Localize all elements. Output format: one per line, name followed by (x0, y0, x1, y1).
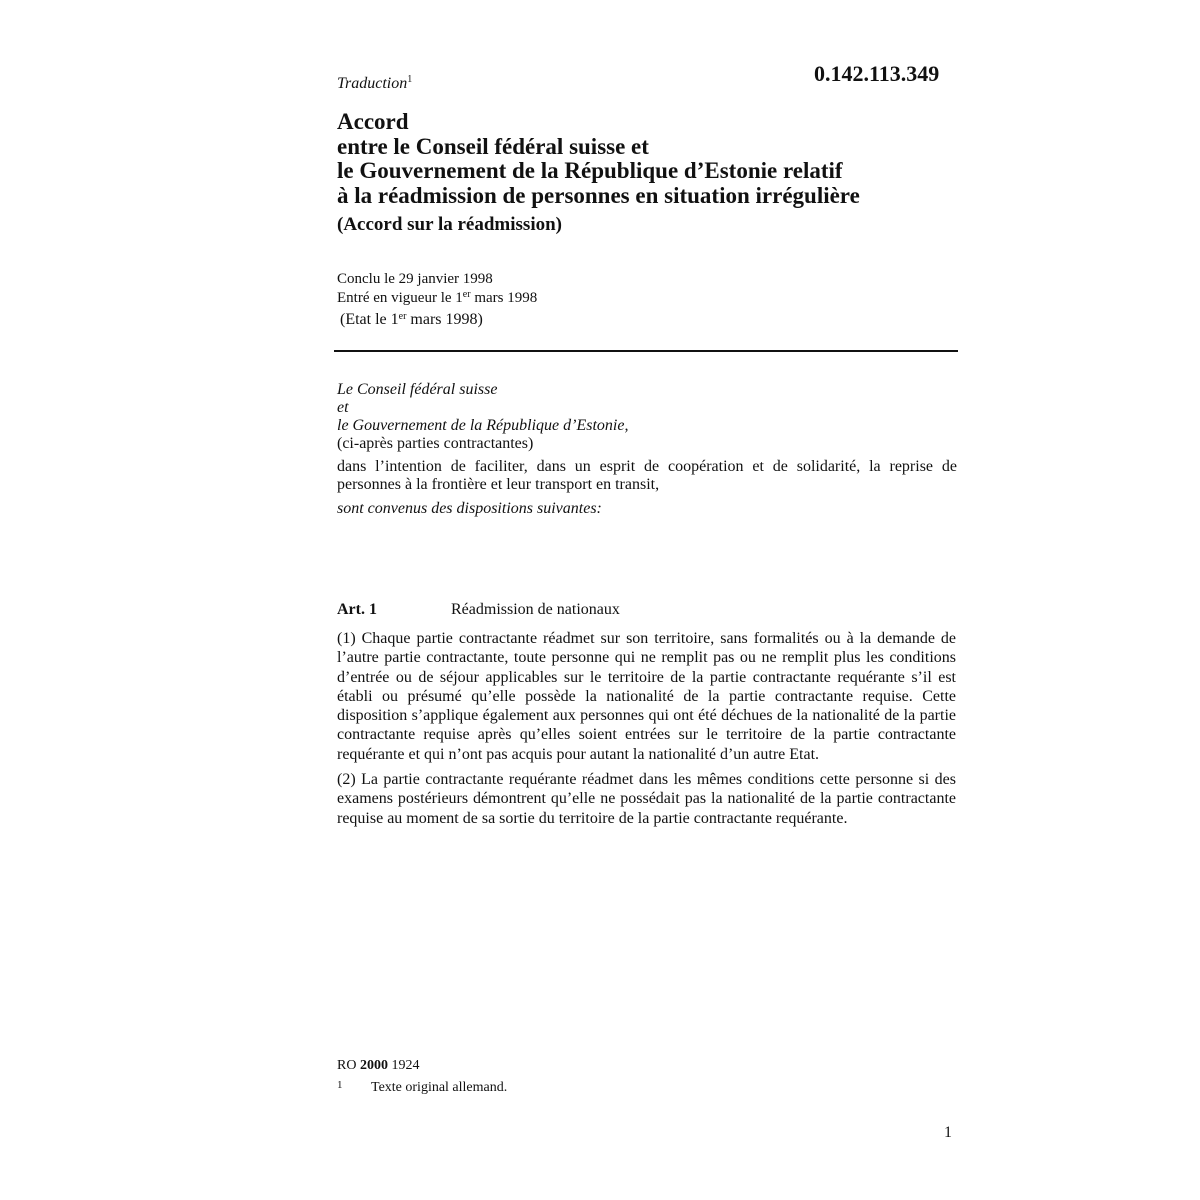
title-line: entre le Conseil fédéral suisse et (337, 133, 649, 159)
page-number: 1 (944, 1124, 952, 1141)
ro-page: 1924 (391, 1058, 420, 1073)
header-divider (334, 350, 958, 352)
preamble-closing: sont convenus des dispositions suivantes: (337, 500, 602, 517)
state-prefix: (Etat le 1 (340, 311, 399, 328)
ro-year: 2000 (359, 1058, 388, 1073)
footnote-text: Texte original allemand. (371, 1080, 508, 1095)
preamble-intention: dans l’intention de faciliter, dans un esprit de coopération et de solidarité, la reprise de personnes à la frontière et leur transport en transit, (337, 458, 957, 493)
article-title: Réadmission de nationaux (451, 601, 620, 618)
conjunction: et (337, 399, 349, 416)
title-line: Accord (337, 109, 409, 134)
state-sup: er (398, 311, 407, 322)
entry-suffix: mars 1998 (470, 290, 538, 306)
article-heading (337, 601, 620, 619)
state-suffix: mars 1998) (406, 311, 483, 328)
ro-prefix: RO (337, 1058, 357, 1073)
dates-block (337, 271, 537, 306)
title-line: le Gouvernement de la République d’Estonie relatif (337, 158, 843, 183)
article-number: Art. 1 (337, 601, 377, 618)
document-subtitle: (Accord sur la réadmission) (337, 214, 562, 235)
party-two: le Gouvernement de la République d’Estonie, (337, 417, 629, 434)
article-body (337, 629, 956, 834)
entry-prefix: Entré en vigueur le 1 (337, 290, 463, 306)
parties-note: (ci-après parties contractantes) (337, 435, 534, 452)
translation-label (337, 74, 412, 93)
footnote-mark: 1 (337, 1079, 343, 1091)
concluded-date: Conclu le 29 janvier 1998 (337, 271, 493, 287)
title-line: à la réadmission de personnes en situation irrégulière (337, 182, 860, 208)
preamble (337, 381, 957, 518)
article-paragraph: (2) La partie contractante requérante réadmet dans les mêmes conditions cette personne si des examens postérieurs démontrent qu’elle ne possédait pas la nationalité de la partie contractante requise au moment de sa sortie du territoire de la partie contractante requérante. (337, 771, 956, 827)
status-date (340, 311, 483, 329)
party-one: Le Conseil fédéral suisse (337, 381, 498, 398)
article-paragraph: (1) Chaque partie contractante réadmet sur son territoire, sans formalités ou à la demande de l’autre partie contractante, toute personne qui ne remplit pas ou ne remplit plus les conditions d’entrée ou de séjour applicables sur le territoire de la partie contractante requérante s’il est établi ou présumé qu’elle possède la nationalité de la partie contractante requise. Cette disposition s’applique également aux personnes qui ont été déchues de la nationalité de la partie contractante requise après qu’elles soient entrées sur le territoire de la partie contractante requérante et qui n’ont pas acquis pour autant la nationalité d’un autre Etat. (337, 630, 956, 763)
entry-into-force (337, 287, 537, 306)
translation-text: Traduction (337, 75, 408, 92)
footnote-ref: 1 (407, 74, 413, 85)
entry-sup: er (462, 289, 471, 300)
systematic-number: 0.142.113.349 (814, 61, 940, 86)
official-compilation-ref (337, 1058, 419, 1074)
footnote (337, 1079, 507, 1096)
document-title (337, 110, 977, 208)
